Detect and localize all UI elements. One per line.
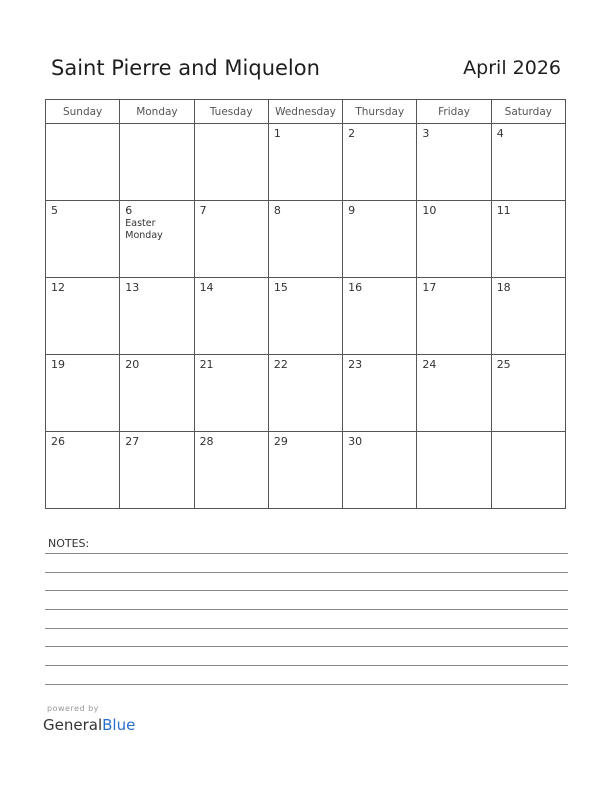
weekday-header: Tuesday: [194, 100, 268, 124]
day-cell: [194, 432, 268, 509]
day-number: 30: [348, 435, 363, 448]
notes-label: NOTES:: [48, 537, 90, 550]
week-row: [46, 201, 566, 278]
day-number: 10: [422, 204, 437, 217]
week-row: [46, 432, 566, 509]
day-cell: [268, 201, 342, 278]
day-cell: [343, 124, 417, 201]
day-number: 21: [199, 358, 214, 371]
day-cell: [491, 355, 565, 432]
day-cell: [491, 124, 565, 201]
day-number: 24: [422, 358, 437, 371]
day-number: [120, 124, 193, 127]
day-cell: [268, 124, 342, 201]
day-cell: [120, 278, 194, 355]
day-number: 14: [199, 281, 214, 294]
day-number: 12: [51, 281, 65, 294]
calendar-grid: [45, 99, 566, 509]
holiday-label: Easter Monday: [125, 218, 163, 241]
day-number: [46, 124, 119, 127]
day-number: 27: [125, 435, 140, 448]
day-number: 6: [125, 204, 133, 217]
day-number: 15: [273, 281, 288, 294]
day-cell: [120, 124, 194, 201]
day-cell: [491, 278, 565, 355]
day-number: [417, 432, 490, 435]
weekday-header: Sunday: [46, 100, 120, 124]
day-number: 23: [348, 358, 363, 371]
day-number: 25: [496, 358, 511, 371]
weekday-header: Monday: [120, 100, 194, 124]
day-cell: [268, 432, 342, 509]
notes-line: [45, 572, 568, 573]
day-number: 8: [273, 204, 281, 217]
notes-line: [45, 684, 568, 685]
day-number: 16: [348, 281, 363, 294]
day-cell: [417, 432, 491, 509]
day-number: [492, 432, 565, 435]
day-cell: [46, 355, 120, 432]
brand-general-text: General: [43, 716, 103, 734]
day-cell: [417, 278, 491, 355]
day-cell: [268, 278, 342, 355]
day-number: 5: [51, 204, 58, 217]
day-number: 19: [51, 358, 65, 371]
powered-by-text: powered by: [47, 704, 99, 713]
day-cell: [194, 124, 268, 201]
week-row: [46, 355, 566, 432]
brand-blue-text: Blue: [102, 716, 136, 734]
notes-line: [45, 609, 568, 610]
day-cell: [46, 432, 120, 509]
day-number: [195, 124, 268, 127]
weekday-header-row: [46, 100, 566, 124]
day-cell: [417, 355, 491, 432]
weekday-header: Saturday: [491, 100, 565, 124]
day-number: 2: [348, 127, 356, 140]
day-cell: [194, 201, 268, 278]
day-number: 17: [422, 281, 437, 294]
day-number: 13: [125, 281, 140, 294]
notes-line: [45, 553, 568, 554]
weekday-header: Thursday: [343, 100, 417, 124]
week-row: [46, 124, 566, 201]
brand-logo: [43, 716, 135, 734]
notes-line: [45, 646, 568, 647]
day-cell: [120, 201, 194, 278]
notes-line: [45, 590, 568, 591]
day-number: 22: [273, 358, 288, 371]
day-cell: [120, 355, 194, 432]
day-number: 7: [199, 204, 207, 217]
day-cell: [46, 201, 120, 278]
day-cell: [194, 355, 268, 432]
day-cell: [491, 201, 565, 278]
day-number: 9: [348, 204, 356, 217]
day-number: 18: [496, 281, 511, 294]
day-cell: [194, 278, 268, 355]
day-cell: [343, 278, 417, 355]
day-cell: [46, 124, 120, 201]
weekday-header: Friday: [417, 100, 491, 124]
day-number: 29: [273, 435, 288, 448]
day-cell: [491, 432, 565, 509]
notes-line: [45, 628, 568, 629]
day-cell: [417, 201, 491, 278]
week-row: [46, 278, 566, 355]
day-number: 28: [199, 435, 214, 448]
calendar-month-title: April 2026: [463, 57, 561, 79]
notes-line: [45, 665, 568, 666]
day-cell: [343, 355, 417, 432]
day-cell: [268, 355, 342, 432]
day-cell: [343, 201, 417, 278]
day-cell: [46, 278, 120, 355]
day-cell: [120, 432, 194, 509]
weekday-header: Wednesday: [268, 100, 342, 124]
day-cell: [417, 124, 491, 201]
day-number: 1: [273, 127, 281, 140]
day-number: 20: [125, 358, 140, 371]
calendar-country-title: Saint Pierre and Miquelon: [51, 56, 320, 80]
day-number: 11: [496, 204, 511, 217]
day-number: 4: [496, 127, 504, 140]
day-cell: [343, 432, 417, 509]
day-number: 3: [422, 127, 430, 140]
day-number: 26: [51, 435, 65, 448]
